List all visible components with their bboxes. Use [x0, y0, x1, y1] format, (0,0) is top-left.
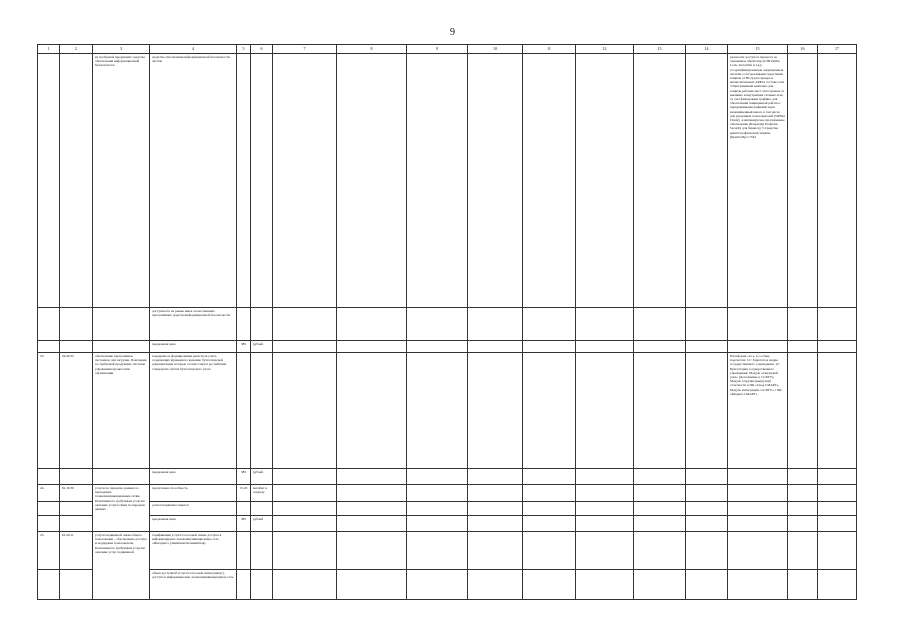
- table-row: [38, 502, 857, 516]
- okpd-code: 04.29.32: [60, 353, 93, 469]
- unit-name: рублей: [251, 469, 273, 485]
- item-name: услуги подвижной связи общего пользования – обеспечение доступа и поддержка пользователя. Пояснения по требуемым услугам: оказание услуг подвижной: [93, 532, 150, 600]
- row-number: 23.: [38, 353, 60, 469]
- characteristic: предельная цена: [150, 516, 237, 532]
- unit-name: рублей: [251, 516, 273, 532]
- characteristic: предельная цена: [150, 469, 237, 485]
- col-header: 11: [523, 45, 576, 54]
- unit-code: 15.45: [237, 485, 251, 502]
- col-header: 8: [337, 45, 407, 54]
- table-row: [38, 469, 857, 485]
- table-row: [38, 570, 857, 600]
- okpd-code: [60, 54, 93, 308]
- row-number: 24.: [38, 485, 60, 502]
- okpd-code: 61.20.11: [60, 532, 93, 570]
- col-header: 6: [251, 45, 273, 54]
- characteristic: средства обеспечения информационной безопасности систем: [150, 54, 237, 308]
- col-header: 1: [38, 45, 60, 54]
- value-cell: Платформа «1С», в составе подсистем: 1С: Зарплата и кадры государственного учреждения, 1С: Бухгалтерия государственного учреждения, Модуль «Складской учет» (Дополнение к 1С:БГУ), Модуль загрузки (выгрузки) отчетности в ПК «Свод-СМАРТ», Модуль интеграции «1С:БГУ» с ПК «Бюджет-СМАРТ»: [728, 353, 788, 469]
- col-header: 14: [686, 45, 728, 54]
- item-name: услуги по передаче данных по проводным телекоммуникационным сетям. Пояснения по требуемым услугам: оказание услуги связи по передаче данных: [93, 485, 150, 532]
- unit-name: [251, 54, 273, 308]
- col-header: 7: [273, 45, 337, 54]
- characteristic: объем доступной услуги голосовой связи (минут), доступа в информационно-телекоммуникационную сеть: [150, 570, 237, 600]
- col-header: 2: [60, 45, 93, 54]
- value-cell: разовости доступа в процессе ее хранения и обработки (СЗИ Dallas Lock, SecretNet и т.д.); 2.Сертифицированная операционная система со встроенными средствами защиты от НСД для сервера и вычислительных АРМ в составе сети 3.Программный комплекс для защиты рабочих мест аттестуемых от внешних и внутренних сетевых атак за счет фильтрации трафика, для обеспечения защищенной работы с передаваемыми данными через незащищенный канал, в том числе для удаленных пользователей (ViPNet Client); 4.Антивирусное программное обеспечение (Kaspersky Endpoint Security для бизнеса); 5.Средства криптографической защиты (КриптоПро CSP): [728, 54, 788, 308]
- requirements-table: [37, 44, 857, 600]
- characteristic: поддержка и формирование регистров учета, содержащих функции по ведению бухгалтерской документации, которые соответствуют российским стандартам систем бухгалтерского учета: [150, 353, 237, 469]
- unit-code: 385: [237, 341, 251, 353]
- unit-code: 383: [237, 469, 251, 485]
- row-number: [38, 54, 60, 308]
- unit-code: 385: [237, 516, 251, 532]
- col-header: 3: [93, 45, 150, 54]
- characteristic: пропускная способность: [150, 485, 237, 502]
- characteristic: доля потерянных пакетов: [150, 502, 237, 516]
- col-header: 16: [788, 45, 818, 54]
- col-header: 17: [818, 45, 857, 54]
- item-name: обеспечение программное системное для загрузки. Пояснения по требуемой продукции: системы управления процессами организации: [93, 353, 150, 469]
- row-number: 25.: [38, 532, 60, 570]
- col-header: 15: [728, 45, 788, 54]
- table-row: [38, 308, 857, 341]
- col-header: 5: [237, 45, 251, 54]
- table-row: [38, 485, 857, 502]
- table-row: [38, 54, 857, 308]
- unit-name: рублей: [251, 341, 273, 353]
- characteristic: тарификация услуги голосовой связи, доступа в информационно-телекоммуникационную сеть «Интернет» (лимитная/безлимитная): [150, 532, 237, 570]
- header-row: [38, 45, 857, 54]
- table-row: [38, 353, 857, 469]
- characteristic: предельная цена: [150, 341, 237, 353]
- unit-name: мегабит в секунду: [251, 485, 273, 502]
- okpd-code: 61.10.30: [60, 485, 93, 502]
- unit-code: [237, 54, 251, 308]
- item-name: из требуемой продукции: средства обеспечения информационной безопасности: [93, 54, 150, 308]
- table-row: [38, 532, 857, 570]
- table-row: [38, 341, 857, 353]
- col-header: 13: [634, 45, 686, 54]
- characteristic: доступность на рынке иных отечественных программных средств информационной безопасности: [150, 308, 237, 341]
- page-number: 9: [450, 27, 455, 38]
- table-row: [38, 516, 857, 532]
- col-header: 9: [407, 45, 468, 54]
- col-header: 4: [150, 45, 237, 54]
- col-header: 10: [468, 45, 523, 54]
- col-header: 12: [576, 45, 634, 54]
